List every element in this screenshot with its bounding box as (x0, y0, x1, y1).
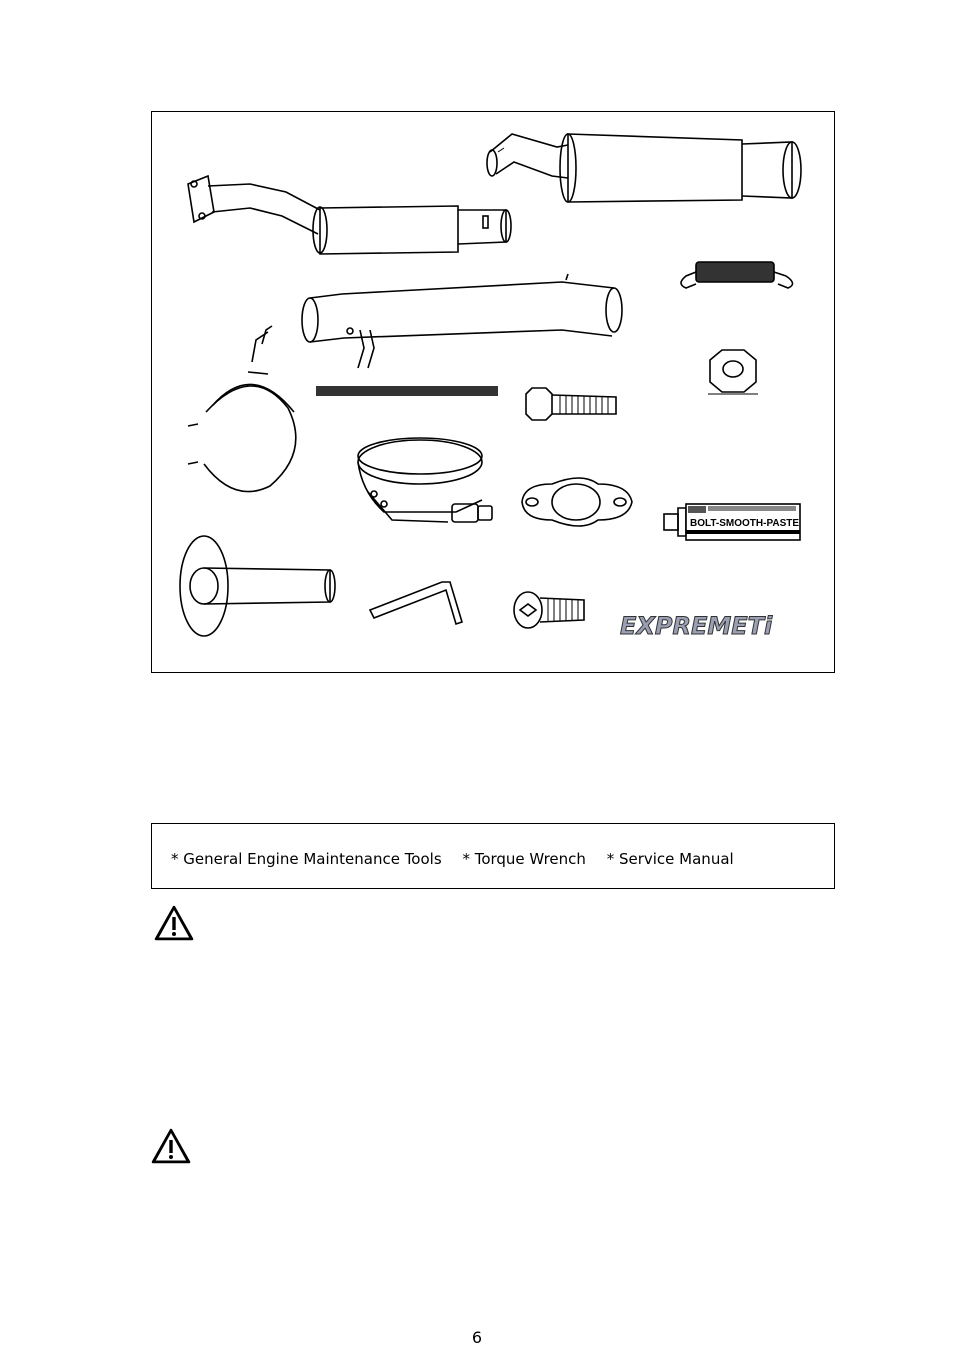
band-clamp-illustration (358, 438, 492, 522)
button-bolt-illustration (514, 592, 584, 628)
paste-tube-label: BOLT-SMOOTH-PASTE (690, 518, 800, 529)
flange-bolt-illustration (526, 388, 616, 420)
paste-tube-illustration (664, 504, 800, 540)
rear-muffler-illustration (487, 134, 801, 202)
required-tools-list (171, 852, 750, 867)
tool-item: * General Engine Maintenance Tools (171, 850, 442, 868)
gasket-illustration (522, 478, 632, 526)
rubber-hanger-illustration (681, 262, 793, 288)
tool-item: * Torque Wrench (462, 850, 586, 868)
warning-triangle-icon (151, 1128, 191, 1164)
bracket-band-illustration (188, 326, 296, 492)
allen-wrench-illustration (370, 582, 462, 624)
warning-triangle-icon (154, 905, 194, 941)
expreme-ti-logo (620, 612, 773, 640)
center-pipe-illustration (302, 274, 622, 368)
flat-strip-illustration (316, 386, 498, 396)
tool-item: * Service Manual (606, 850, 734, 868)
parts-illustration-frame (151, 111, 835, 673)
required-tools-box (151, 823, 835, 889)
svg-text:EXPREMETi: EXPREMETi (620, 612, 773, 640)
hex-nut-illustration (708, 350, 758, 394)
front-pipe-silencer-illustration (188, 176, 511, 254)
silencer-insert-illustration (180, 536, 335, 636)
page-number: 6 (471, 1328, 483, 1347)
